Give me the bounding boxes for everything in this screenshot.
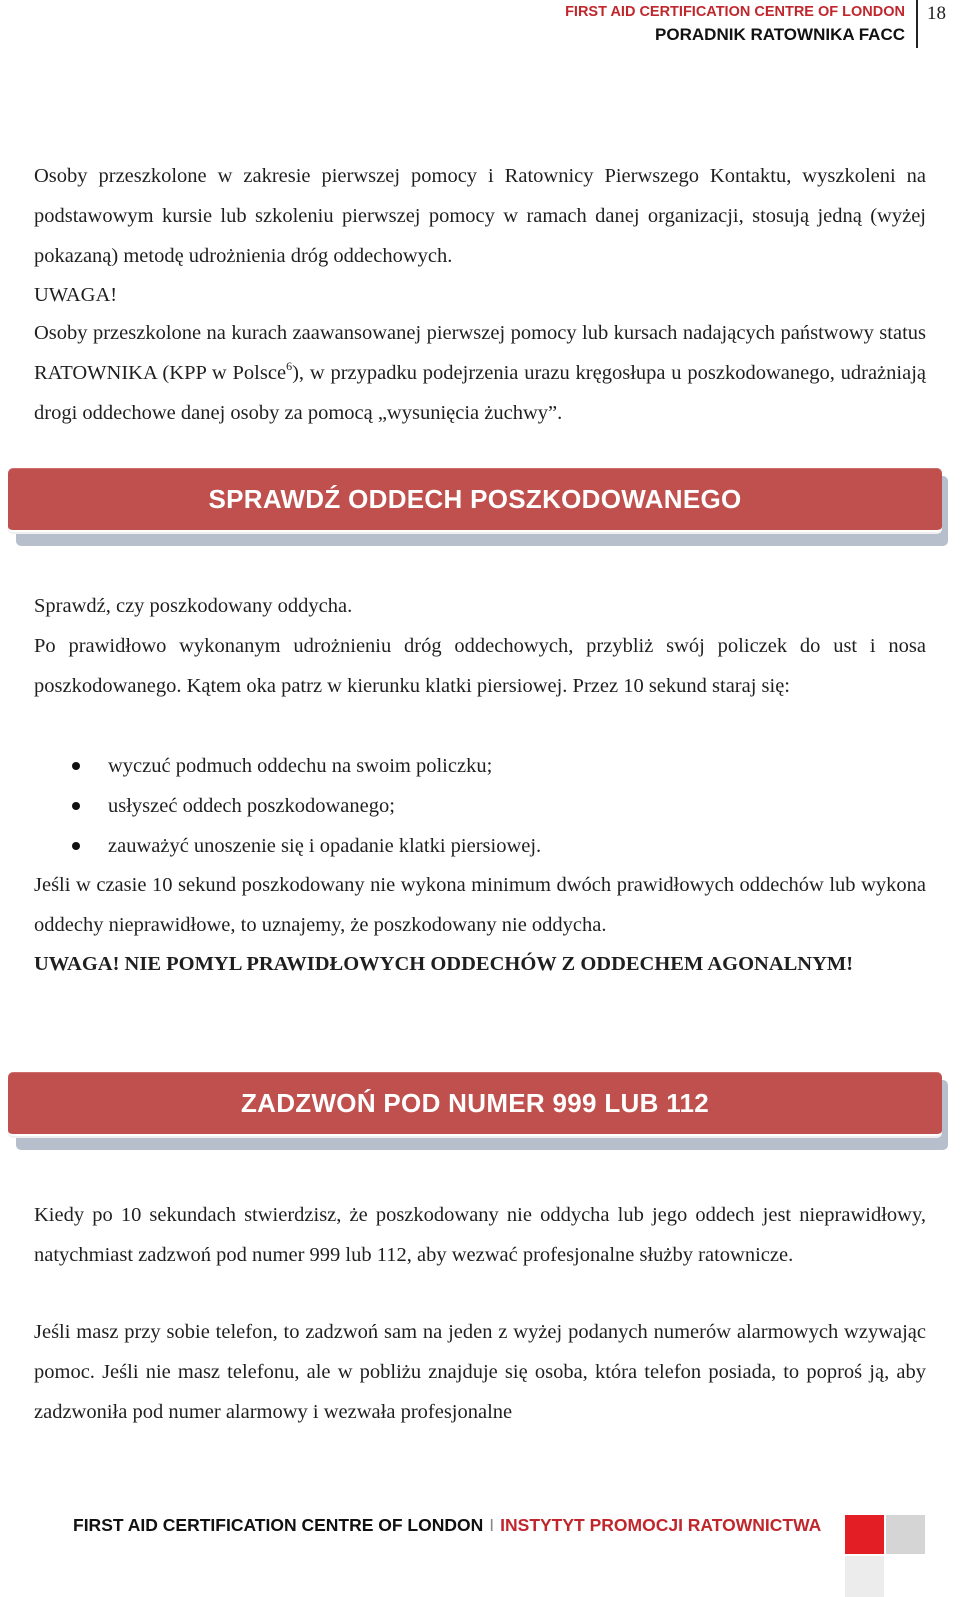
footer-logo-red-square xyxy=(845,1515,884,1554)
list-item-text: zauważyć unoszenie się i opadanie klatki piersiowej. xyxy=(108,835,542,857)
list-item xyxy=(34,786,926,826)
page-number: 18 xyxy=(927,3,946,24)
bullet-icon xyxy=(72,842,80,850)
banner-title: SPRAWDŹ ODDECH POSZKODOWANEGO xyxy=(208,483,742,514)
paragraph-breathing-procedure: Po prawidłowo wykonanym udrożnieniu dróg oddechowych, przybliż swój policzek do ust i nosa poszkodowanego. Kątem oka patrz w kierunku klatki piersiowej. Przez 10 sekund staraj się: xyxy=(34,635,926,697)
warning-label: UWAGA! xyxy=(34,284,118,306)
footer-partner: INSTYTYT PROMOCJI RATOWNICTWA xyxy=(500,1515,822,1535)
paragraph-check-breathing: Sprawdź, czy poszkodowany oddycha. xyxy=(34,595,353,617)
breathing-checklist xyxy=(34,746,926,866)
list-item-text: wyczuć podmuch oddechu na swoim policzku; xyxy=(108,755,493,777)
paragraph-advanced-training-part2: ), w przypadku podejrzenia urazu kręgosłupa u poszkodowanego, udrażniają drogi oddechowe danej osoby za pomocą „wysunięcia żuchwy”. xyxy=(34,361,926,424)
list-item xyxy=(34,746,926,786)
warning-agonal-breathing: UWAGA! NIE POMYL PRAWIDŁOWYCH ODDECHÓW Z ODDECHEM AGONALNYM! xyxy=(34,953,854,975)
paragraph-no-breathing: Jeśli w czasie 10 sekund poszkodowany nie wykona minimum dwóch prawidłowych oddechów lub wykona oddechy nieprawidłowe, to uznajemy, że poszkodowany nie oddycha. xyxy=(34,874,926,936)
banner-title: ZADZWOŃ POD NUMER 999 LUB 112 xyxy=(240,1087,710,1118)
section-banner-call-emergency xyxy=(8,1072,958,1152)
paragraph-advanced-training-part1: Osoby przeszkolone na kurach zaawansowanej pierwszej pomocy lub kursach nadających państwowy status RATOWNIKA (KPP w Polsce xyxy=(34,322,926,384)
footer-logo-pale-square xyxy=(845,1556,884,1597)
header-title: PORADNIK RATOWNIKA FACC xyxy=(655,25,905,44)
page-footer xyxy=(73,1515,821,1536)
paragraph-airway-method: Osoby przeszkolone w zakresie pierwszej pomocy i Ratownicy Pierwszego Kontaktu, wyszkoleni na podstawowym kursie lub szkoleniu pierwszej pomocy w ramach danej organizacji, stosują jedną (wyżej pokazaną) metodę udrożnienia dróg oddechowych. xyxy=(34,165,926,267)
bullet-icon xyxy=(72,802,80,810)
footer-logo-grey-square xyxy=(886,1515,925,1554)
footer-organization: FIRST AID CERTIFICATION CENTRE OF LONDON xyxy=(73,1515,484,1535)
footer-separator: I xyxy=(489,1515,495,1535)
header-organization: FIRST AID CERTIFICATION CENTRE OF LONDON xyxy=(565,4,905,20)
header-divider xyxy=(916,0,918,48)
list-item-text: usłyszeć oddech poszkodowanego; xyxy=(108,795,395,817)
paragraph-advanced-training xyxy=(34,314,926,433)
bullet-icon xyxy=(72,762,80,770)
list-item xyxy=(34,826,926,866)
footnote-marker[interactable]: 6 xyxy=(286,358,293,373)
paragraph-phone-instructions: Jeśli masz przy sobie telefon, to zadzwoń sam na jeden z wyżej podanych numerów alarmowych wzywając pomoc. Jeśli nie masz telefonu, ale w pobliżu znajduje się osoba, która telefon posiada, to poproś ją, aby zadzwoniła pod numer alarmowy i wezwała profesjonalne xyxy=(34,1321,926,1423)
section-banner-check-breathing xyxy=(8,468,958,548)
paragraph-call-emergency: Kiedy po 10 sekundach stwierdzisz, że poszkodowany nie oddycha lub jego oddech jest nieprawidłowy, natychmiast zadzwoń pod numer 999 lub 112, aby wezwać profesjonalne służby ratownicze. xyxy=(34,1204,926,1266)
